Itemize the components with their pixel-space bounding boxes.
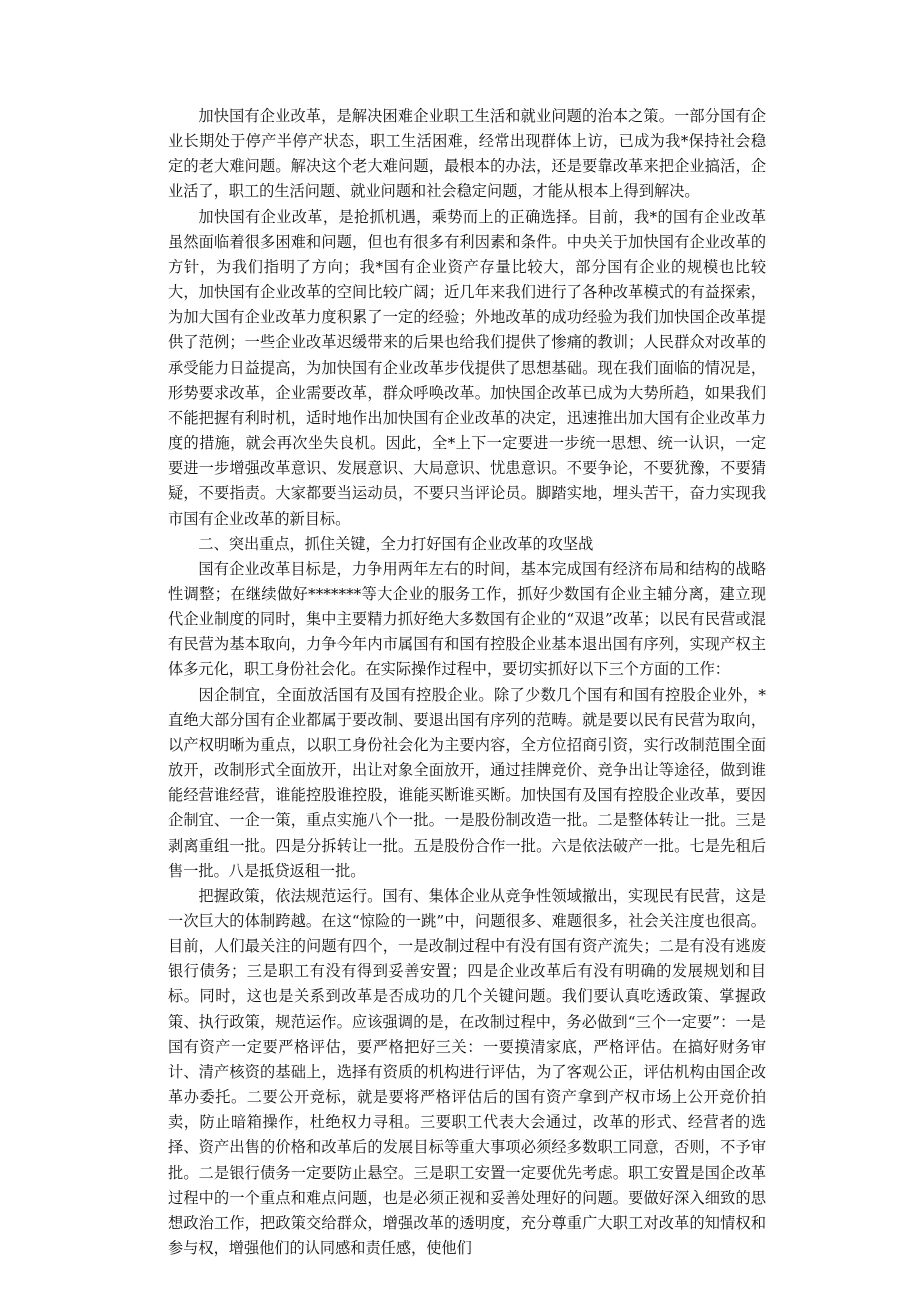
paragraph-policy-regulation: 把握政策，依法规范运行。国有、集体企业从竞争性领域撤出，实现民有民营，这是一次巨大的体制跨越。在这“惊险的一跳”中，问题很多、难题很多，社会关注度也很高。目前，人们最关注的问题有四个，一是改制过程中有没有国有资产流失；二是有没有逃废银行债务；三是职工有没有得到妥善安置；四是企业改革后有没有明确的发展规划和目标。同时，这也是关系到改革是否成功的几个关键问题。我们要认真吃透政策、掌握政策、执行政策，规范运作。应该强调的是，在改制过程中，务必做到“三个一定要”：一是国有资产一定要严格评估，要严格把好三关：一要摸清家底，严格评估。在搞好财务审计、清产核资的基础上，选择有资质的机构进行评估，为了客观公正，评估机构由国企改革办委托。二要公开竞标，就是要将严格评估后的国有资产拿到产权市场上公开竞价拍卖，防止暗箱操作，杜绝权力寻租。三要职工代表大会通过，改革的形式、经营者的选择、资产出售的价格和改革后的发展目标等重大事项必须经多数职工同意，否则，不予审批。二是银行债务一定要防止悬空。三是职工安置一定要优先考虑。职工安置是国企改革过程中的一个重点和难点问题，也是必须正视和妥善处理好的问题。要做好深入细致的思想政治工作，把政策交给群众，增强改革的透明度，充分尊重广大职工对改革的知情权和参与权，增强他们的认同感和责任感，使他们 bbox=[168, 886, 766, 1258]
paragraph-enterprise-specific: 因企制宜，全面放活国有及国有控股企业。除了少数几个国有和国有控股企业外，*直绝大部分国有企业都属于要改制、要退出国有序列的范畴。就是要以民有民营为取向，以产权明晰为重点，以职工身份社会化为主要内容，全方位招商引资，实行改制范围全面放开，改制形式全面放开，出让对象全面放开，通过挂牌竞价、竞争出让等途径，做到谁能经营谁经营，谁能控股谁控股，谁能买断谁买断。加快国有及国有控股企业改革，要因企制宜、一企一策，重点实施八个一批。一是股份制改造一批。二是整体转让一批。三是剥离重组一批。四是分拆转让一批。五是股份合作一批。六是依法破产一批。七是先租后售一批。八是抵贷返租一批。 bbox=[168, 685, 766, 880]
paragraph-reform-goals: 国有企业改革目标是，力争用两年左右的时间，基本完成国有经济布局和结构的战略性调整；在继续做好*******等大企业的服务工作，抓好少数国有企业主辅分离，建立现代企业制度的同时，集中主要精力抓好绝大多数国有企业的“双退”改革；以民有民营或混有民营为基本取向，力争今年内市属国有和国有控股企业基本退出国有序列，实现产权主体多元化，职工身份社会化。在实际操作过程中，要切实抓好以下三个方面的工作： bbox=[168, 559, 766, 679]
paragraph-reform-livelihood: 加快国有企业改革，是解决困难企业职工生活和就业问题的治本之策。一部分国有企业长期处于停产半停产状态，职工生活困难，经常出现群体上访，已成为我*保持社会稳定的老大难问题。解决这个老大难问题，最根本的办法，还是要靠改革来把企业搞活，企业活了，职工的生活问题、就业问题和社会稳定问题，才能从根本上得到解决。 bbox=[168, 107, 766, 201]
paragraph-reform-opportunity: 加快国有企业改革，是抢抓机遇，乘势而上的正确选择。目前，我*的国有企业改革虽然面临着很多困难和问题，但也有很多有利因素和条件。中央关于加快国有企业改革的方针，为我们指明了方向；我*国有企业资产存量比较大，部分国有企业的规模也比较大，加快国有企业改革的空间比较广阔；近几年来我们进行了各种改革模式的有益探索，为加大国有企业改革力度积累了一定的经验；外地改革的成功经验为我们加快国企改革提供了范例；一些企业改革迟缓带来的后果也给我们提供了惨痛的教训；人民群众对改革的承受能力日益提高，为加快国有企业改革步伐提供了思想基础。现在我们面临的情况是，形势要求改革，企业需要改革，群众呼唤改革。加快国企改革已成为大势所趋，如果我们不能把握有利时机，适时地作出加快国有企业改革的决定，迅速推出加大国有企业改革力度的措施，就会再次坐失良机。因此，全*上下一定要进一步统一思想、统一认识，一定要进一步增强改革意识、发展意识、大局意识、忧患意识。不要争论，不要犹豫，不要猜疑，不要指责。大家都要当运动员，不要只当评论员。脚踏实地，埋头苦干，奋力实现我市国有企业改革的新目标。 bbox=[168, 207, 766, 528]
section-heading-two: 二、突出重点，抓住关键，全力打好国有企业改革的攻坚战 bbox=[198, 534, 594, 553]
document-body bbox=[168, 104, 766, 1261]
